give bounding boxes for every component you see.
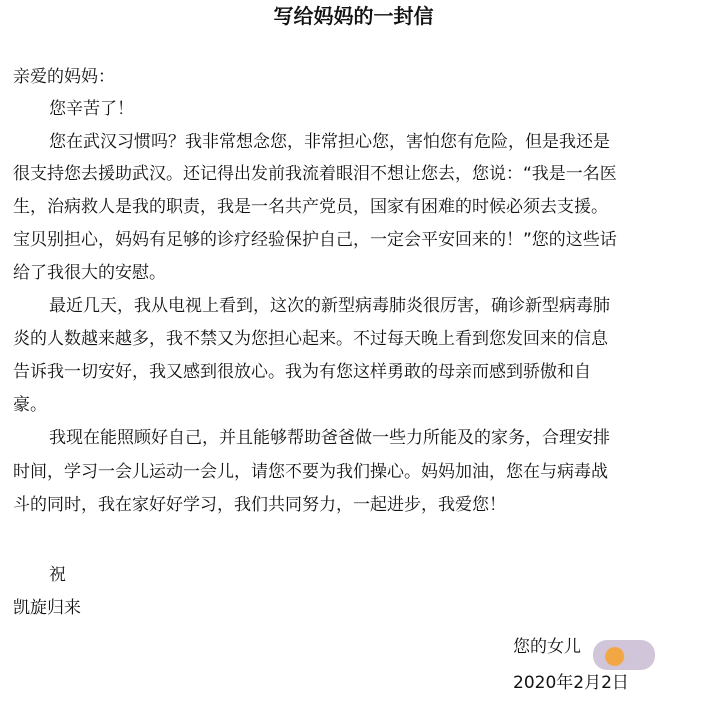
body-line: 时间，学习一会儿运动一会儿，请您不要为我们操心。妈妈加油，您在与病毒战: [13, 462, 608, 482]
body-line: 很支持您去援助武汉。还记得出发前我流着眼泪不想让您去，您说：“我是一名医: [13, 164, 617, 184]
letter-title: 写给妈妈的一封信: [273, 4, 434, 28]
closing-wish-content: 凯旋归来: [13, 598, 81, 618]
body-line: 我现在能照顾好自己，并且能够帮助爸爸做一些力所能及的家务，合理安排: [49, 428, 610, 448]
body-line: 生，治病救人是我的职责，我是一名共产党员，国家有困难的时候必须去支援。: [13, 197, 608, 217]
body-line: 您辛苦了！: [49, 99, 134, 119]
redaction-mark: [593, 640, 655, 670]
body-line: 斗的同时，我在家好好学习，我们共同努力，一起进步，我爱您！: [13, 495, 506, 515]
closing-wish: 祝: [49, 565, 66, 585]
signature-date: 2020年2月2日: [513, 673, 629, 693]
signature-author: 您的女儿: [513, 637, 581, 657]
body-line: 炎的人数越来越多，我不禁又为您担心起来。不过每天晚上看到您发回来的信息: [13, 329, 608, 349]
salutation: 亲爱的妈妈：: [13, 67, 115, 87]
body-line: 您在武汉习惯吗？我非常想念您，非常担心您，害怕您有危险，但是我还是: [49, 132, 610, 152]
body-line: 宝贝别担心，妈妈有足够的诊疗经验保护自己，一定会平安回来的！”您的这些话: [13, 230, 617, 250]
body-line: 最近几天，我从电视上看到，这次的新型病毒肺炎很厉害，确诊新型病毒肺: [49, 296, 610, 316]
body-line: 告诉我一切安好，我又感到很放心。我为有您这样勇敢的母亲而感到骄傲和自: [13, 362, 591, 382]
body-line: 给了我很大的安慰。: [13, 263, 166, 283]
body-line: 豪。: [13, 395, 47, 415]
